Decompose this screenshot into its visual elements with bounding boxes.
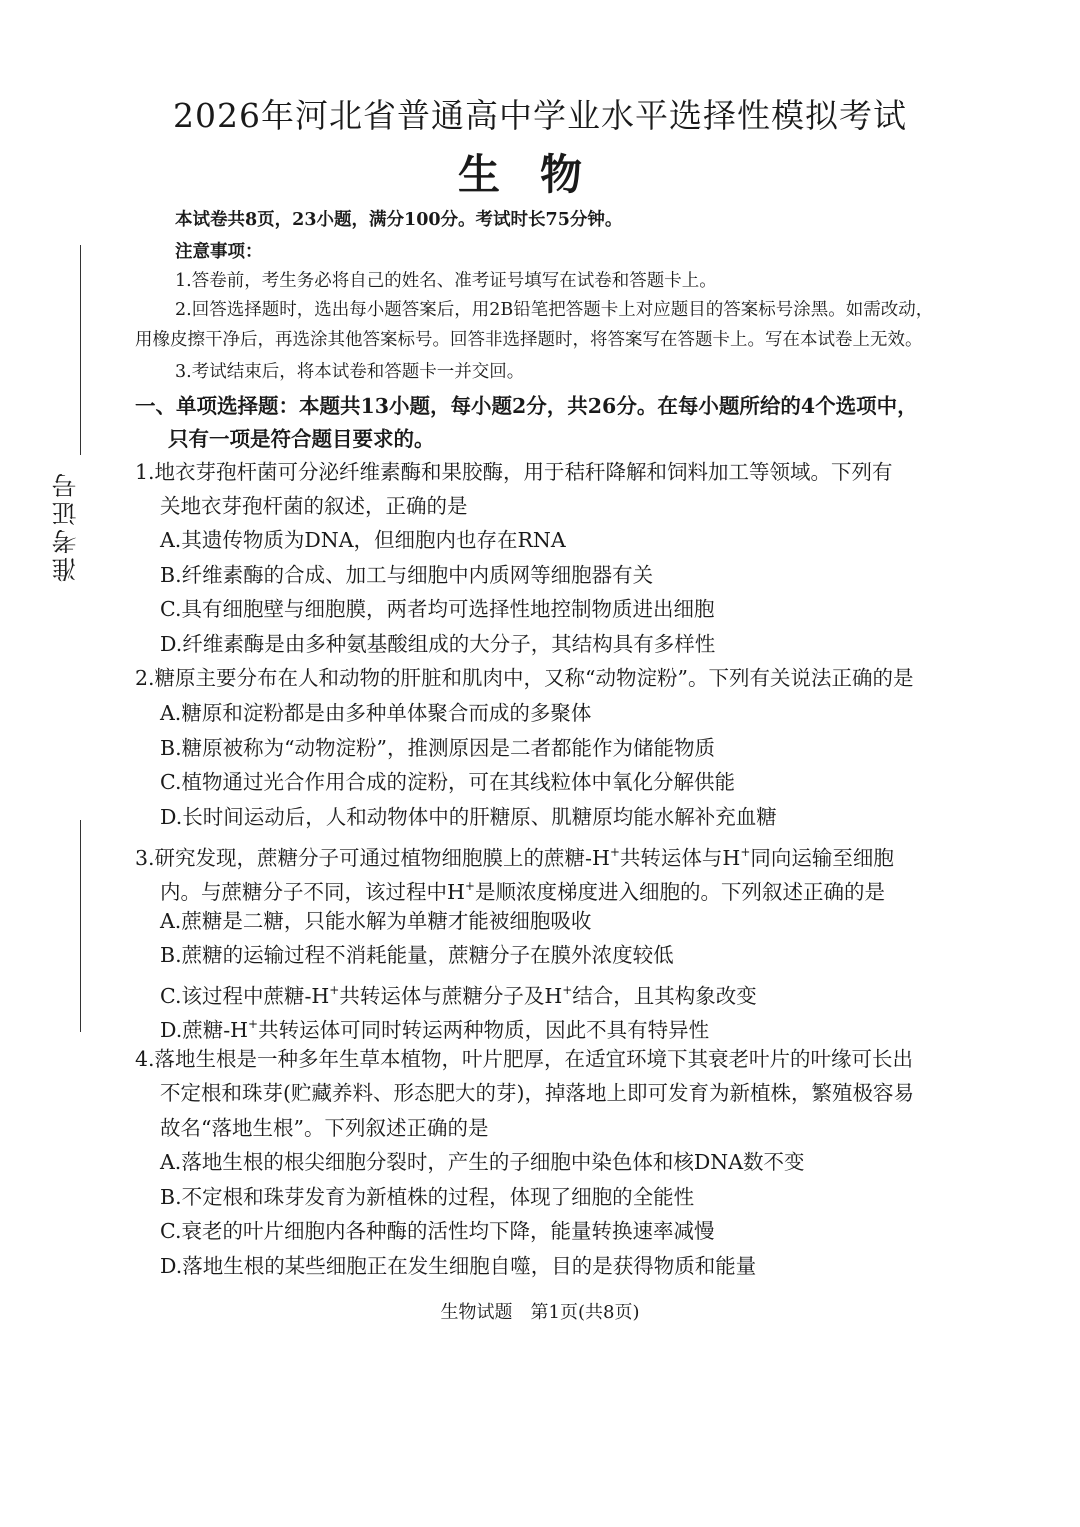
stem-text: 3.研究发现，蔗糖分子可通过植物细胞膜上的蔗糖-H — [135, 846, 610, 870]
question-3-option-b: B.蔗糖的运输过程不消耗能量，蔗糖分子在膜外浓度较低 — [160, 943, 674, 967]
question-4-option-b: B.不定根和珠芽发育为新植株的过程，体现了细胞的全能性 — [160, 1185, 695, 1209]
option-text: 结合，且其构象改变 — [572, 984, 757, 1008]
margin-line-top — [80, 245, 81, 455]
notice-item: 1.答卷前，考生务必将自己的姓名、准考证号填写在试卷和答题卡上。 — [175, 271, 717, 291]
question-4-stem-cont: 故名“落地生根”。下列叙述正确的是 — [160, 1116, 489, 1140]
question-1-option-b: B.纤维素酶的合成、加工与细胞中内质网等细胞器有关 — [160, 563, 654, 587]
question-3-stem-cont — [160, 871, 885, 907]
option-text: 共转运体与蔗糖分子及H — [339, 984, 563, 1008]
notice-item: 2.回答选择题时，选出每小题答案后，用2B铅笔把答题卡上对应题目的答案标号涂黑。如需改动， — [175, 300, 934, 320]
notice-title: 注意事项： — [175, 242, 263, 262]
question-2-option-c: C.植物通过光合作用合成的淀粉，可在其线粒体中氧化分解供能 — [160, 770, 735, 794]
option-text: C.该过程中蔗糖-H — [160, 984, 330, 1008]
question-4-option-c: C.衰老的叶片细胞内各种酶的活性均下降，能量转换速率减慢 — [160, 1219, 715, 1243]
question-1-stem: 1.地衣芽孢杆菌可分泌纤维素酶和果胶酶，用于秸秆降解和饲料加工等领域。下列有 — [135, 460, 893, 484]
question-4-stem-cont: 不定根和珠芽(贮藏养料、形态肥大的芽)，掉落地上即可发育为新植株，繁殖极容易 — [160, 1081, 914, 1105]
question-2-option-a: A.糖原和淀粉都是由多种单体聚合而成的多聚体 — [160, 701, 592, 725]
question-4-option-a: A.落地生根的根尖细胞分裂时，产生的子细胞中染色体和核DNA数不变 — [160, 1150, 805, 1174]
superscript-plus: + — [740, 845, 751, 859]
option-text: D.蔗糖-H — [160, 1018, 249, 1042]
notice-item: 用橡皮擦干净后，再选涂其他答案标号。回答非选择题时，将答案写在答题卡上。写在本试卷上无效。 — [135, 330, 923, 350]
question-1-stem-cont: 关地衣芽孢杆菌的叙述，正确的是 — [160, 494, 468, 518]
notice-item: 3.考试结束后，将本试卷和答题卡一并交回。 — [175, 362, 525, 382]
section-heading: 一、单项选择题：本题共13小题，每小题2分，共26分。在每小题所给的4个选项中， — [135, 394, 918, 418]
exam-title: 2026年河北省普通高中学业水平选择性模拟考试 — [173, 96, 907, 135]
question-3-stem — [135, 837, 894, 873]
question-2-option-d: D.长时间运动后，人和动物体中的肝糖原、肌糖原均能水解补充血糖 — [160, 805, 777, 829]
question-1-option-a: A.其遗传物质为DNA，但细胞内也存在RNA — [160, 528, 566, 552]
superscript-plus: + — [562, 983, 573, 997]
stem-text: 内。与蔗糖分子不同，该过程中H — [160, 880, 465, 904]
question-2-stem: 2.糖原主要分布在人和动物的肝脏和肌肉中，又称“动物淀粉”。下列有关说法正确的是 — [135, 666, 914, 690]
question-4-stem: 4.落地生根是一种多年生草本植物，叶片肥厚，在适宜环境下其衰老叶片的叶缘可长出 — [135, 1047, 914, 1071]
page-footer: 生物试题 第1页(共8页) — [440, 1302, 640, 1323]
margin-line-bottom — [80, 820, 81, 1032]
exam-number-label: 准考证号 — [51, 470, 80, 582]
section-heading-cont: 只有一项是符合题目要求的。 — [168, 427, 435, 451]
question-3-option-a: A.蔗糖是二糖，只能水解为单糖才能被细胞吸收 — [160, 909, 592, 933]
stem-text: 共转运体与H — [619, 846, 741, 870]
superscript-plus: + — [329, 983, 340, 997]
exam-summary: 本试卷共8页，23小题，满分100分。考试时长75分钟。 — [175, 210, 623, 230]
option-text: 共转运体可同时转运两种物质，因此不具有特异性 — [258, 1018, 710, 1042]
question-1-option-d: D.纤维素酶是由多种氨基酸组成的大分子，其结构具有多样性 — [160, 632, 716, 656]
superscript-plus: + — [248, 1017, 259, 1031]
stem-text: 是顺浓度梯度进入细胞的。下列叙述正确的是 — [474, 880, 885, 904]
stem-text: 同向运输至细胞 — [750, 846, 894, 870]
superscript-plus: + — [609, 845, 620, 859]
question-2-option-b: B.糖原被称为“动物淀粉”，推测原因是二者都能作为储能物质 — [160, 736, 716, 760]
question-1-option-c: C.具有细胞壁与细胞膜，两者均可选择性地控制物质进出细胞 — [160, 597, 715, 621]
question-4-option-d: D.落地生根的某些细胞正在发生细胞自噬，目的是获得物质和能量 — [160, 1254, 757, 1278]
question-3-option-d — [160, 1009, 709, 1045]
superscript-plus: + — [464, 879, 475, 893]
subject-title: 生物 — [457, 150, 622, 199]
question-3-option-c — [160, 975, 757, 1011]
